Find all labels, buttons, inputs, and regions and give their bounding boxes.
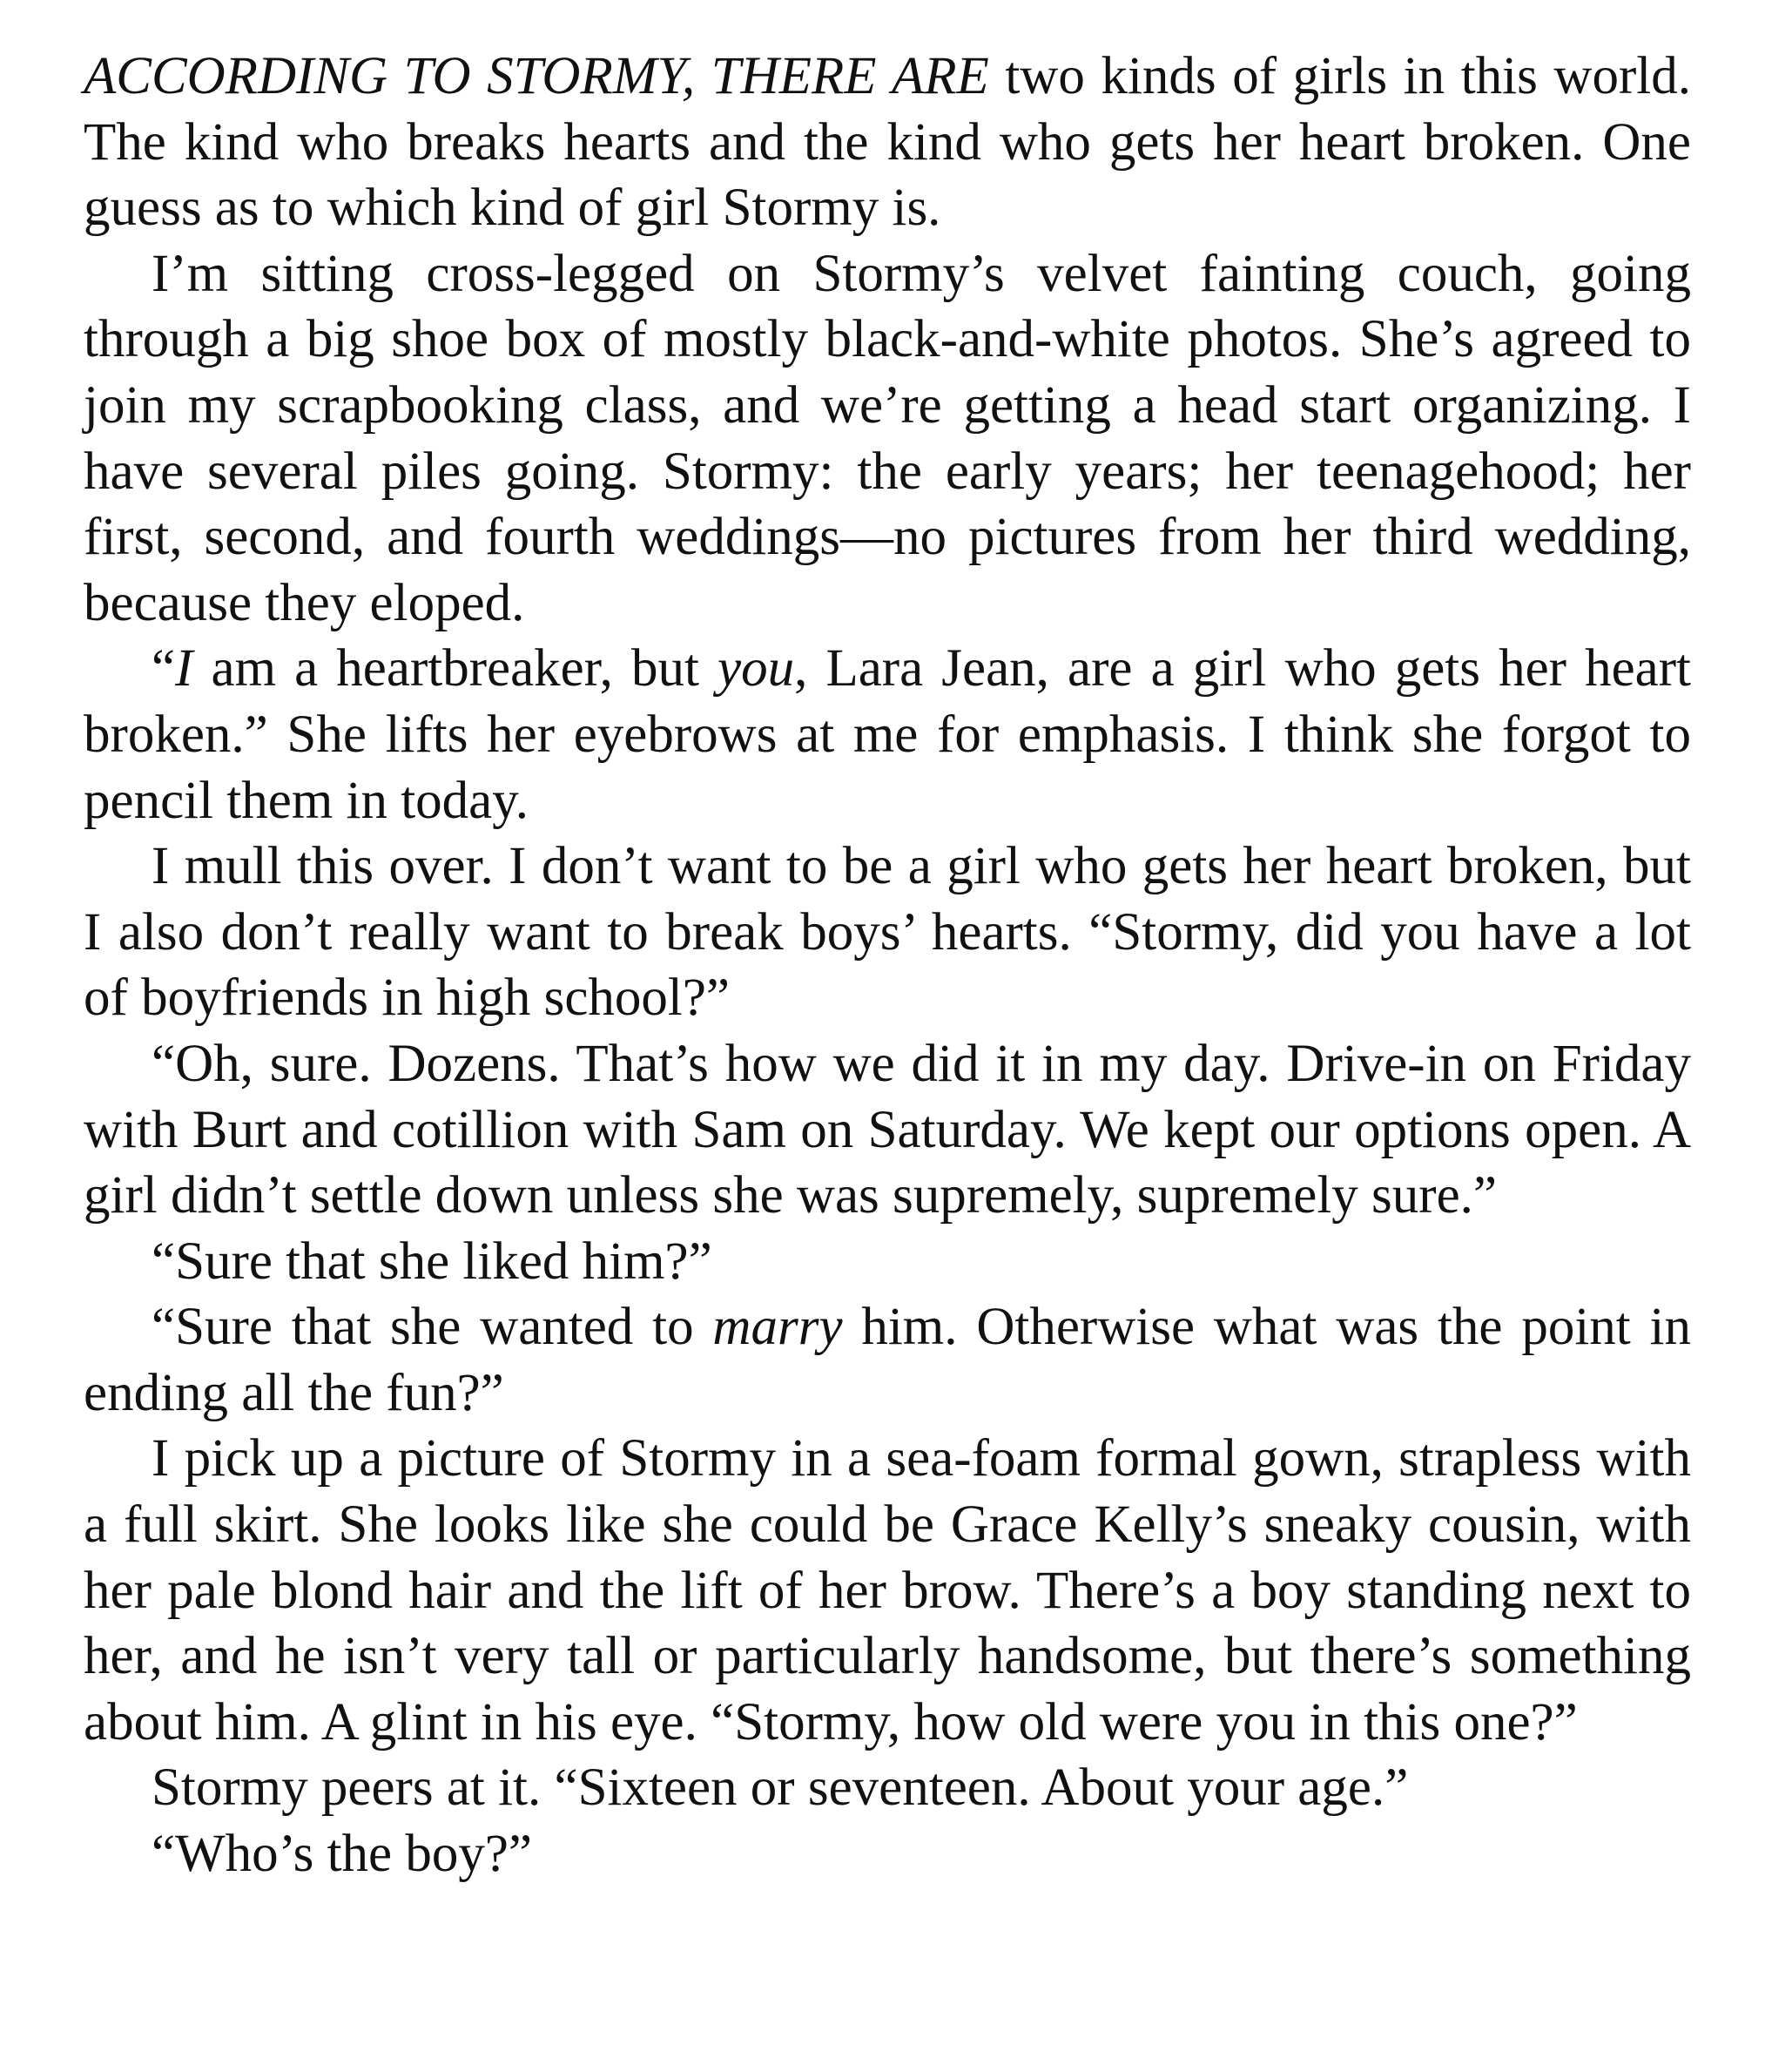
paragraph-4: I mull this over. I don’t want to be a girl who gets her heart broken, but I also don’t really want to break boys’ hearts. “Stormy, did you have a lot of boyfriends in high school?” — [84, 837, 1691, 1028]
book-page — [84, 44, 1691, 1887]
emphasis-text: I — [175, 639, 193, 699]
paragraph-1 — [84, 44, 1691, 241]
paragraph-text: “Sure that she wanted to — [152, 1298, 713, 1357]
paragraph-5: “Oh, sure. Dozens. That’s how we did it in my day. Drive-in on Friday with Burt and cotillion with Sam on Saturday. We kept our options open. A girl didn’t settle down unless she was supremely, supremely sure.” — [84, 1034, 1691, 1225]
paragraph-9: Stormy peers at it. “Sixteen or seventeen. About your age.” — [152, 1758, 1409, 1818]
paragraph-8: I pick up a picture of Stormy in a sea-foam formal gown, strapless with a full skirt. She looks like she could be Grace Kelly’s sneaky cousin, with her pale blond hair and the lift of her brow. There’s a boy standing next to her, and he isn’t very tall or particularly handsome, but there’s something about him. A glint in his eye. “Stormy, how old were you in this one?” — [84, 1429, 1691, 1751]
paragraph-7 — [84, 1294, 1691, 1426]
paragraph-text: “ — [152, 639, 176, 699]
chapter-opening-smallcaps: ACCORDING TO STORMY, THERE ARE — [84, 47, 989, 105]
paragraph-text: am a heartbreaker, but — [192, 639, 718, 699]
paragraph-text: , Lara Jean, are a girl who gets her heart broken.” She lifts her eyebrows at me for emphasis. I think she forgot to pencil them in today. — [84, 639, 1691, 830]
paragraph-6: “Sure that she liked him?” — [152, 1232, 712, 1291]
paragraph-text: him. Otherwise what was the point in ending all the fun?” — [84, 1298, 1691, 1422]
paragraph-2: I’m sitting cross-legged on Stormy’s velvet fainting couch, going through a big shoe box of mostly black-and-white photos. She’s agreed to join my scrapbooking class, and we’re getting a head start organizing. I have several piles going. Stormy: the early years; her teenagehood; her first, second, and fourth weddings—no pictures from her third wedding, because they eloped. — [84, 244, 1691, 632]
paragraph-3 — [84, 636, 1691, 834]
emphasis-text: marry — [712, 1298, 843, 1357]
paragraph-text: two kinds of girls in this world. The kind who breaks hearts and the kind who gets her heart broken. One guess as to which kind of girl Stormy is. — [84, 47, 1691, 238]
paragraph-10: “Who’s the boy?” — [152, 1825, 533, 1884]
emphasis-text: you — [717, 639, 795, 699]
